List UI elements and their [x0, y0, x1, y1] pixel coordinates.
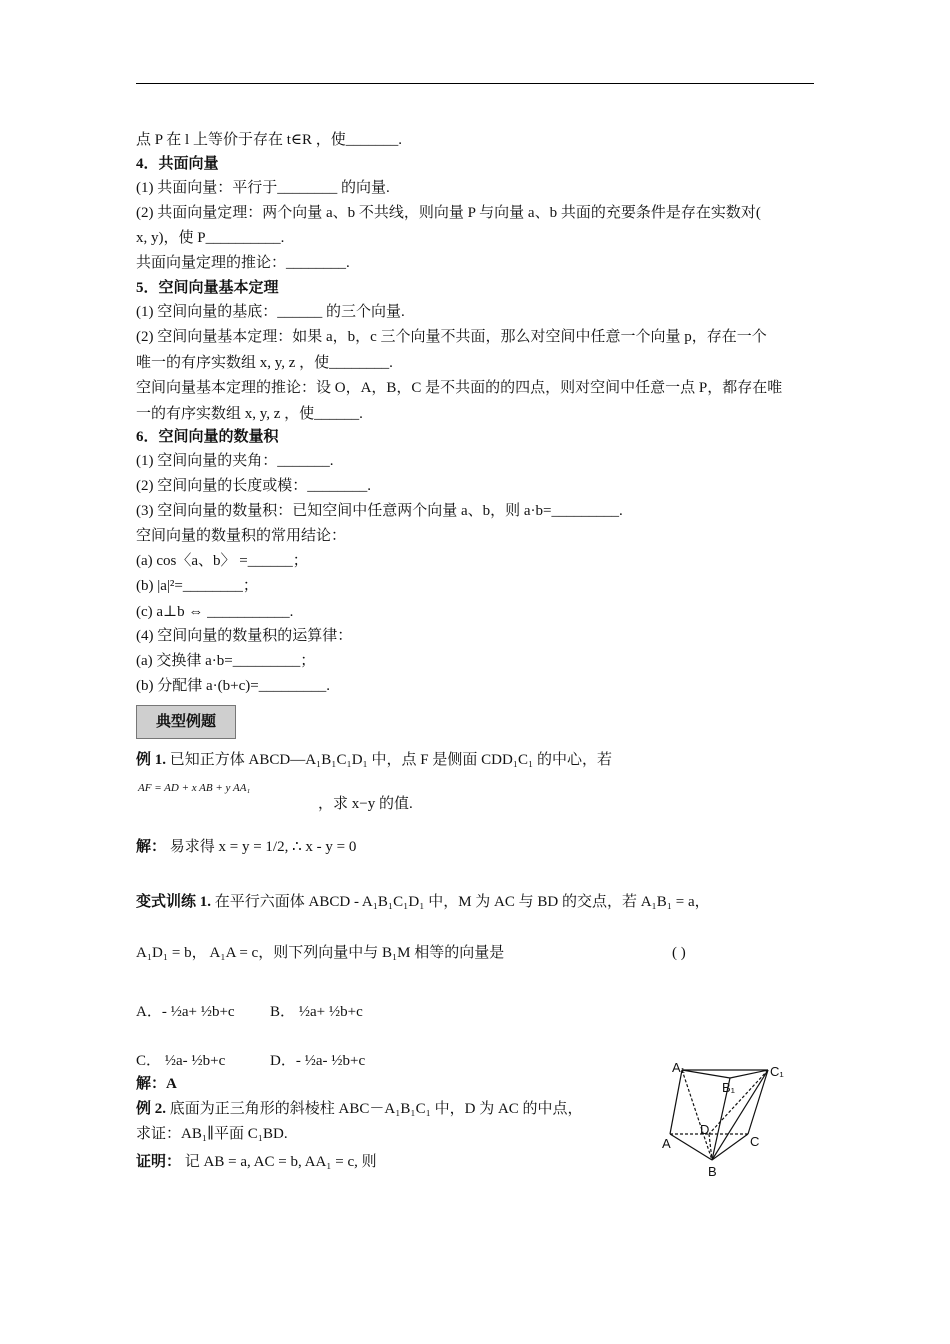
example-1-line: [136, 751, 612, 769]
option-c: C． ½a- ½b+c: [136, 1053, 226, 1069]
example-2-line-2: 求证：AB₁∥平面 C₁BD.: [136, 1126, 288, 1142]
label-b: B: [708, 1164, 717, 1179]
edge-ab: [670, 1134, 712, 1160]
text-line: 唯一的有序实数组 x, y, z ，使________.: [136, 355, 393, 371]
text-line: (1) 空间向量的夹角：_______.: [136, 453, 334, 469]
variant-1-label: 变式训练 1.: [136, 894, 212, 910]
edge-ab1-diag: [682, 1070, 712, 1160]
text-line: (3) 空间向量的数量积：已知空间中任意两个向量 a、b，则 a·b=_________.: [136, 503, 623, 519]
text-line: x, y)，使 P__________.: [136, 230, 285, 246]
edge-b1c1: [730, 1070, 768, 1078]
label-c1: C₁: [770, 1064, 784, 1079]
example-2-label: 例 2.: [136, 1101, 167, 1117]
solution-text: 易求得 x = y = 1/2, ∴ x - y = 0: [169, 839, 357, 855]
answer-paren: ( ): [672, 945, 686, 961]
edge-c1d: [709, 1070, 768, 1134]
example-1-text: 已知正方体 ABCD—A₁B₁C₁D₁ 中，点 F 是侧面 CDD₁C₁ 的中心，若: [169, 752, 613, 768]
text-line: 空间向量基本定理的推论：设 O，A，B，C 是不共面的的四点，则对空间中任意一点 P，都存在唯: [136, 380, 783, 396]
section-6-title: 6．空间向量的数量积: [136, 429, 279, 445]
variant-1-text2: A₁D₁ = b， A₁A = c，则下列向量中与 B₁M 相等的向量是: [136, 945, 505, 961]
edge-aa1: [670, 1070, 682, 1134]
option-b: B． ½a+ ½b+c: [270, 1004, 363, 1020]
variant-1-text1: 在平行六面体 ABCD - A₁B₁C₁D₁ 中，M 为 AC 与 BD 的交点，若 A₁B₁ = a，: [214, 894, 710, 910]
example-2-proof: [136, 1153, 377, 1171]
text-line: (2) 空间向量的长度或模：________.: [136, 478, 371, 494]
text-line: 一的有序实数组 x, y, z ，使______.: [136, 406, 363, 422]
text-line: (4) 空间向量的数量积的运算律：: [136, 628, 353, 644]
text-line: (a) 交换律 a·b=_________；: [136, 653, 316, 669]
text-line: 空间向量的数量积的常用结论：: [136, 528, 347, 544]
option-a: A．- ½a+ ½b+c: [136, 1004, 235, 1020]
proof-text: 记 AB = a, AC = b, AA₁ = c, 则: [184, 1154, 377, 1170]
text-line: (2) 共面向量定理：两个向量 a、b 不共线，则向量 P 与向量 a、b 共面的充要条件是存在实数对(: [136, 205, 761, 221]
text-line: (b) 分配律 a·(b+c)=_________.: [136, 678, 330, 694]
example-1-tail: ，求 x−y 的值.: [318, 796, 413, 812]
label-b1: B₁: [722, 1080, 736, 1095]
label-c: C: [750, 1134, 760, 1149]
label-d: D: [700, 1122, 710, 1137]
text-line: (1) 空间向量的基底：______ 的三个向量.: [136, 304, 405, 320]
prism-figure: [660, 1058, 800, 1182]
proof-label: 证明：: [136, 1154, 182, 1170]
label-a1: A₁: [672, 1060, 686, 1075]
header-rule: [136, 83, 814, 84]
solution-label: 解：: [136, 839, 167, 855]
example-1-solution: [136, 838, 356, 856]
option-d: D．- ½a- ½b+c: [270, 1053, 366, 1069]
section-4-title: 4．共面向量: [136, 156, 219, 172]
label-a: A: [662, 1136, 671, 1151]
text-line: (1) 共面向量：平行于________ 的向量.: [136, 180, 390, 196]
variant-1-answer: 解：A: [136, 1076, 177, 1092]
edge-bc1: [712, 1070, 768, 1160]
text-line: (c) a⊥b ⇔ ___________.: [136, 604, 294, 620]
text-line: (2) 空间向量基本定理：如果 a，b，c 三个向量不共面，那么对空间中任意一个向量 p，存在一个: [136, 329, 767, 345]
example-1-formula-line: [138, 778, 250, 797]
variant-1-line: [136, 893, 710, 911]
example-2-text: 底面为正三角形的斜棱柱 ABC－A₁B₁C₁ 中，D 为 AC 的中点，: [169, 1101, 583, 1117]
edge-cc1: [748, 1070, 768, 1134]
section-5-title: 5．空间向量基本定理: [136, 280, 279, 296]
example-1-label: 例 1.: [136, 752, 167, 768]
variant-1-line-2: [136, 944, 504, 962]
edge-a1b1: [682, 1070, 730, 1078]
example-1-formula: AF = AD + x AB + y AA₁: [138, 782, 251, 794]
text-line: (a) cos〈a、b〉 =______；: [136, 553, 308, 569]
text-line: 点 P 在 l 上等价于存在 t∈R ，使_______.: [136, 132, 402, 148]
text-line: (b) |a|²=________；: [136, 578, 258, 594]
text-line: 共面向量定理的推论：________.: [136, 255, 350, 271]
section-heading-box: 典型例题: [136, 705, 236, 739]
example-2-line: [136, 1100, 583, 1118]
